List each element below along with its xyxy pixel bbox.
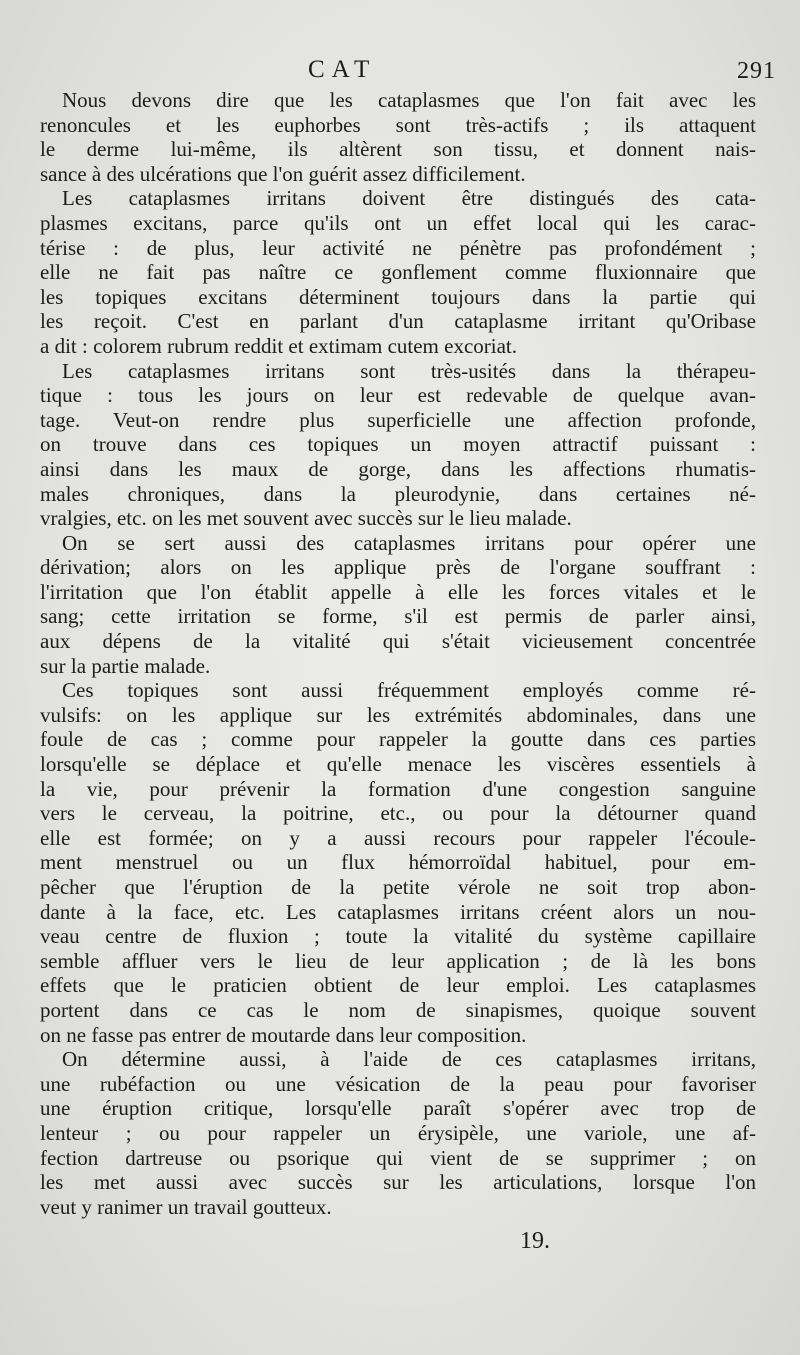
text-line: tique : tous les jours on leur est redevable de quelque avan- — [40, 383, 756, 408]
text-line: les reçoit. C'est en parlant d'un cataplasme irritant qu'Oribase — [40, 309, 756, 334]
text-line: on trouve dans ces topiques un moyen attractif puissant : — [40, 432, 756, 457]
text-line: elle ne fait pas naître ce gonflement comme fluxionnaire que — [40, 260, 756, 285]
text-line: On détermine aussi, à l'aide de ces cataplasmes irritans, — [62, 1047, 756, 1072]
paragraph — [40, 359, 756, 531]
page-header — [0, 54, 800, 90]
text-line: vralgies, etc. on les met souvent avec succès sur le lieu malade. — [40, 506, 572, 531]
text-line: effets que le praticien obtient de leur emploi. Les cataplasmes — [40, 973, 756, 998]
text-line: les topiques excitans déterminent toujours dans la partie qui — [40, 284, 756, 309]
text-line: semble affluer vers le lieu de leur application ; de là les bons — [40, 948, 756, 973]
text-line: portent dans ce cas le nom de sinapismes, quoique souvent — [40, 997, 756, 1022]
text-line: plasmes excitans, parce qu'ils ont un effet local qui les carac- — [40, 210, 756, 235]
running-head: CAT — [308, 56, 377, 83]
text-line: pêcher que l'éruption de la petite vérole ne soit trop abon- — [40, 875, 756, 899]
text-line: térise : de plus, leur activité ne pénètre pas profondément ; — [40, 235, 756, 260]
text-line: fection dartreuse ou psorique qui vient de se supprimer ; on — [40, 1145, 756, 1170]
text-line: Les cataplasmes irritans sont très-usités dans la thérapeu- — [62, 358, 756, 383]
text-line: sang; cette irritation se forme, s'il est permis de parler ainsi, — [40, 604, 756, 629]
text-line: renoncules et les euphorbes sont très-actifs ; ils attaquent — [40, 112, 756, 137]
paragraph — [40, 531, 756, 679]
text-line: ainsi dans les maux de gorge, dans les affections rhumatis- — [40, 456, 756, 481]
text-line: on ne fasse pas entrer de moutarde dans leur composition. — [40, 1022, 527, 1047]
text-line: foule de cas ; comme pour rappeler la goutte dans ces parties — [40, 727, 756, 752]
text-line: dante à la face, etc. Les cataplasmes irritans créent alors un nou- — [40, 899, 756, 924]
text-line: aux dépens de la vitalité qui s'était vicieusement concentrée — [40, 629, 756, 654]
paragraph — [40, 1047, 756, 1219]
page-number: 291 — [737, 58, 776, 84]
text-line: elle est formée; on y a aussi recours pour rappeler l'écoule- — [40, 825, 756, 850]
text-line: ment menstruel ou un flux hémorroïdal habituel, pour em- — [40, 850, 756, 875]
text-line: Nous devons dire que les cataplasmes que l'on fait avec les — [62, 88, 756, 112]
text-line: veut y ranimer un travail goutteux. — [40, 1194, 332, 1219]
text-line: tage. Veut-on rendre plus superficielle une affection profonde, — [40, 407, 756, 432]
text-line: la vie, pour prévenir la formation d'une congestion sanguine — [40, 776, 756, 801]
signature-mark: 19. — [520, 1228, 550, 1254]
text-line: l'irritation que l'on établit appelle à elle les forces vitales et le — [40, 579, 756, 604]
paragraph — [40, 88, 756, 186]
body-text — [40, 88, 756, 1219]
text-line: dérivation; alors on les applique près de l'organe souffrant : — [40, 555, 756, 580]
text-line: lorsqu'elle se déplace et qu'elle menace les viscères essentiels à — [40, 752, 756, 777]
text-line: Ces topiques sont aussi fréquemment employés comme ré- — [62, 678, 756, 703]
text-line: vulsifs: on les applique sur les extrémités abdominales, dans une — [40, 702, 756, 727]
text-line: une éruption critique, lorsqu'elle paraît s'opérer avec trop de — [40, 1096, 756, 1121]
paragraph — [40, 186, 756, 358]
text-line: a dit : colorem rubrum reddit et extimam cutem excoriat. — [40, 333, 518, 358]
paragraph — [40, 678, 756, 1047]
text-line: le derme lui-même, ils altèrent son tissu, et donnent nais- — [40, 137, 756, 162]
text-line: On se sert aussi des cataplasmes irritans pour opérer une — [62, 530, 756, 555]
text-line: sur la partie malade. — [40, 653, 211, 678]
text-line: Les cataplasmes irritans doivent être distingués des cata- — [62, 186, 756, 211]
text-line: males chroniques, dans la pleurodynie, dans certaines né- — [40, 481, 756, 506]
text-line: vers le cerveau, la poitrine, etc., ou pour la détourner quand — [40, 801, 756, 826]
text-line: sance à des ulcérations que l'on guérit assez difficilement. — [40, 161, 526, 186]
text-line: veau centre de fluxion ; toute la vitalité du système capillaire — [40, 924, 756, 949]
text-line: une rubéfaction ou une vésication de la peau pour favoriser — [40, 1071, 756, 1096]
text-line: les met aussi avec succès sur les articulations, lorsque l'on — [40, 1170, 756, 1195]
text-line: lenteur ; ou pour rappeler un érysipèle, une variole, une af- — [40, 1120, 756, 1145]
